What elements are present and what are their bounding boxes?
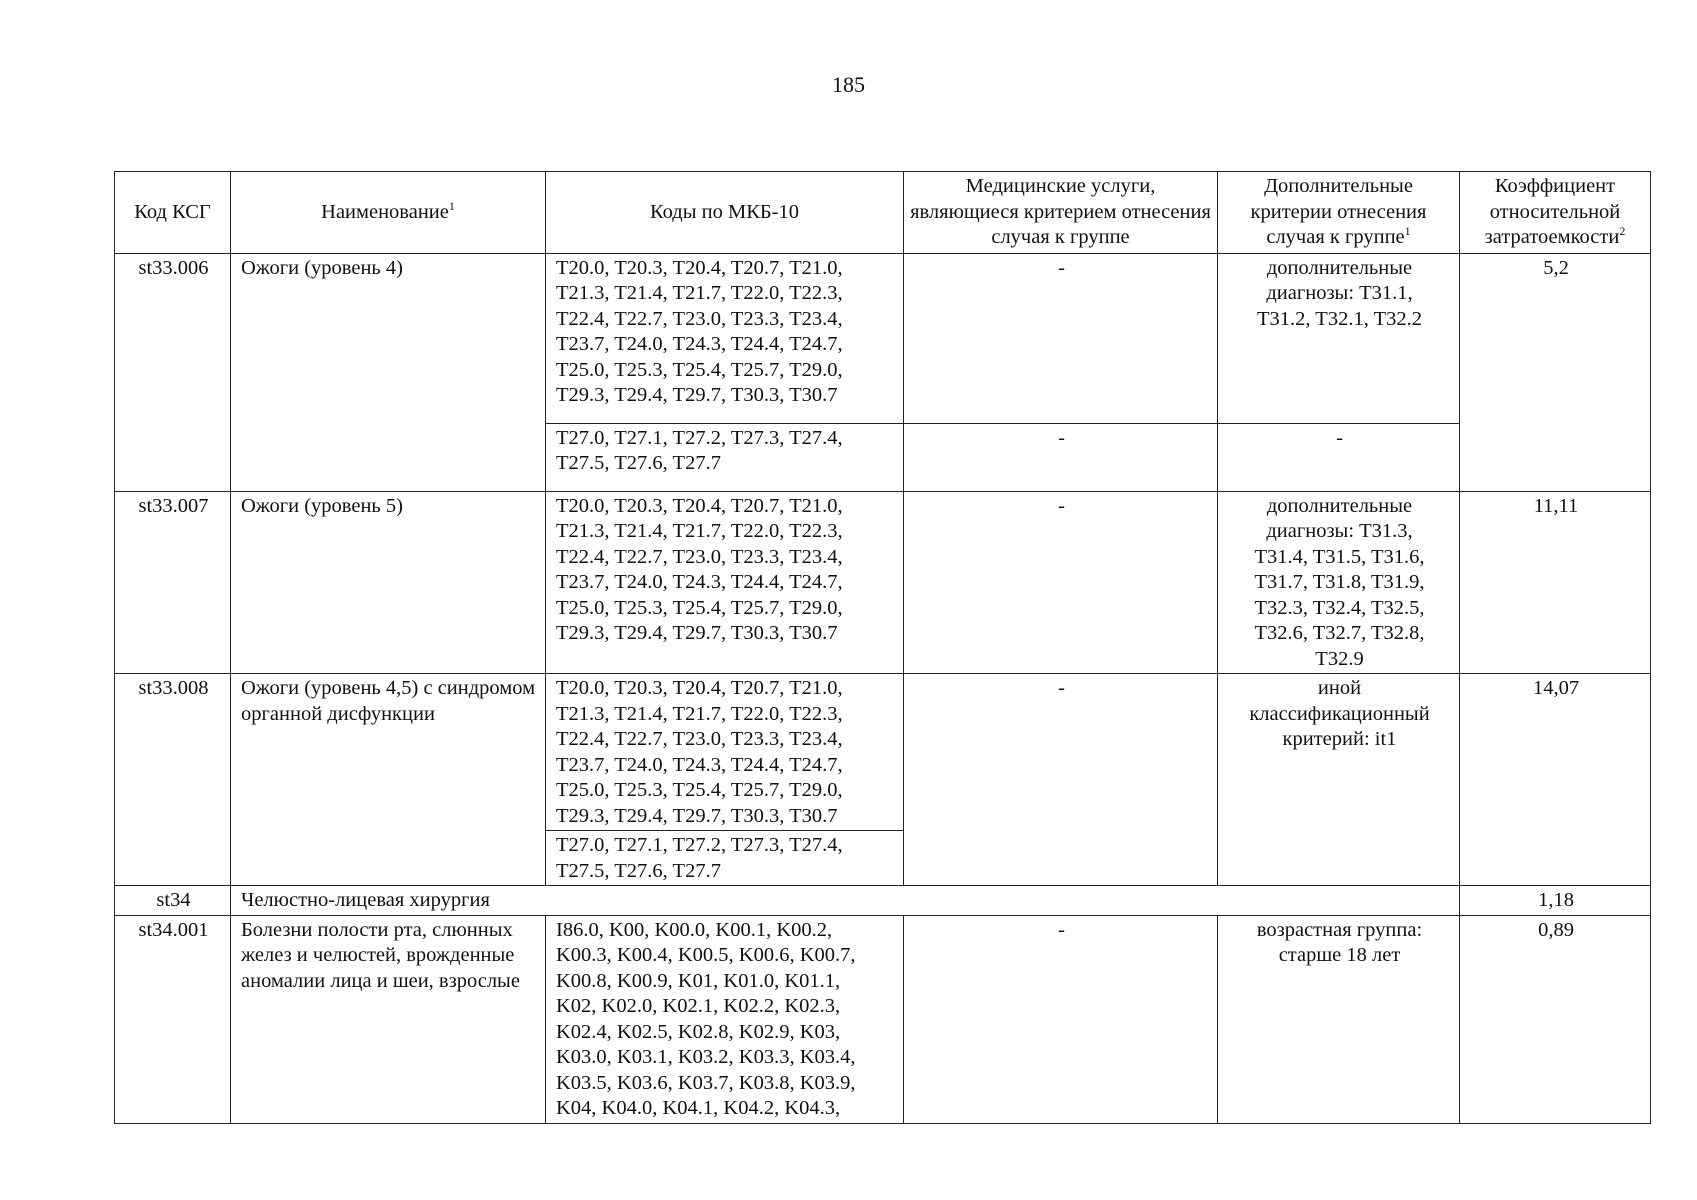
- mkb-codes: T20.0, T20.3, T20.4, T20.7, T21.0, T21.3, T21.4, T21.7, T22.0, T22.3, T22.4, T22.7, T23.0, T23.3, T23.4, T23.7, T24.0, T24.3, T24.4, T24.7, T25.0, T25.3, T25.4, T25.7, T29.0, T29.3, T29.4, T29.7, T30.3, T30.7: [546, 491, 904, 674]
- medical-services: -: [904, 253, 1218, 423]
- ksg-name: Ожоги (уровень 5): [231, 491, 546, 674]
- extra-criteria: иной классификационный критерий: it1: [1218, 674, 1460, 886]
- cost-coefficient: 14,07: [1460, 674, 1651, 886]
- ksg-table: [114, 171, 1651, 1124]
- mkb-codes: T20.0, T20.3, T20.4, T20.7, T21.0, T21.3, T21.4, T21.7, T22.0, T22.3, T22.4, T22.7, T23.0, T23.3, T23.4, T23.7, T24.0, T24.3, T24.4, T24.7, T25.0, T25.3, T25.4, T25.7, T29.0, T29.3, T29.4, T29.7, T30.3, T30.7: [546, 674, 904, 831]
- header-coef: Коэффициент относительной затратоемкости$^2$: [1460, 172, 1651, 254]
- ksg-code: st34: [115, 886, 231, 916]
- ksg-code: st33.008: [115, 674, 231, 886]
- table-row: [115, 253, 1651, 423]
- mkb-codes: T20.0, T20.3, T20.4, T20.7, T21.0, T21.3, T21.4, T21.7, T22.0, T22.3, T22.4, T22.7, T23.0, T23.3, T23.4, T23.7, T24.0, T24.3, T24.4, T24.7, T25.0, T25.3, T25.4, T25.7, T29.0, T29.3, T29.4, T29.7, T30.3, T30.7: [546, 253, 904, 423]
- header-mkb: Коды по МКБ-10: [546, 172, 904, 254]
- medical-services: -: [904, 674, 1218, 886]
- cost-coefficient: 11,11: [1460, 491, 1651, 674]
- header-code: Код КСГ: [115, 172, 231, 254]
- header-extra: Дополнительные критерии отнесения случая к группе$^1$: [1218, 172, 1460, 254]
- table-row: [115, 491, 1651, 674]
- extra-criteria: дополнительные диагнозы: T31.1, T31.2, T32.1, T32.2: [1218, 253, 1460, 423]
- cost-coefficient: 0,89: [1460, 915, 1651, 1123]
- ksg-code: st33.007: [115, 491, 231, 674]
- extra-criteria: -: [1218, 423, 1460, 491]
- medical-services: -: [904, 491, 1218, 674]
- section-name: Челюстно-лицевая хирургия: [231, 886, 1460, 916]
- table-row: [115, 915, 1651, 1123]
- ksg-code: st33.006: [115, 253, 231, 491]
- extra-criteria: возрастная группа: старше 18 лет: [1218, 915, 1460, 1123]
- header-name: Наименование$^1$: [231, 172, 546, 254]
- mkb-codes: I86.0, K00, K00.0, K00.1, K00.2, K00.3, K00.4, K00.5, K00.6, K00.7, K00.8, K00.9, K01, K01.0, K01.1, K02, K02.0, K02.1, K02.2, K02.3, K02.4, K02.5, K02.8, K02.9, K03, K03.0, K03.1, K03.2, K03.3, K03.4, K03.5, K03.6, K03.7, K03.8, K03.9, K04, K04.0, K04.1, K04.2, K04.3,: [546, 915, 904, 1123]
- table-header-row: [115, 172, 1651, 254]
- medical-services: -: [904, 915, 1218, 1123]
- mkb-codes: T27.0, T27.1, T27.2, T27.3, T27.4, T27.5, T27.6, T27.7: [546, 423, 904, 491]
- ksg-name: Ожоги (уровень 4,5) с синдромом органной дисфункции: [231, 674, 546, 886]
- ksg-name: Ожоги (уровень 4): [231, 253, 546, 491]
- extra-criteria: дополнительные диагнозы: T31.3, T31.4, T31.5, T31.6, T31.7, T31.8, T31.9, T32.3, T32.4, T32.5, T32.6, T32.7, T32.8, T32.9: [1218, 491, 1460, 674]
- cost-coefficient: 5,2: [1460, 253, 1651, 491]
- medical-services: -: [904, 423, 1218, 491]
- header-services: Медицинские услуги, являющиеся критерием отнесения случая к группе: [904, 172, 1218, 254]
- mkb-codes: T27.0, T27.1, T27.2, T27.3, T27.4, T27.5, T27.6, T27.7: [546, 831, 904, 886]
- section-row: [115, 886, 1651, 916]
- ksg-code: st34.001: [115, 915, 231, 1123]
- page-number: 185: [832, 72, 865, 97]
- ksg-name: Болезни полости рта, слюнных желез и челюстей, врожденные аномалии лица и шеи, взрослые: [231, 915, 546, 1123]
- cost-coefficient: 1,18: [1460, 886, 1651, 916]
- table-row: [115, 674, 1651, 831]
